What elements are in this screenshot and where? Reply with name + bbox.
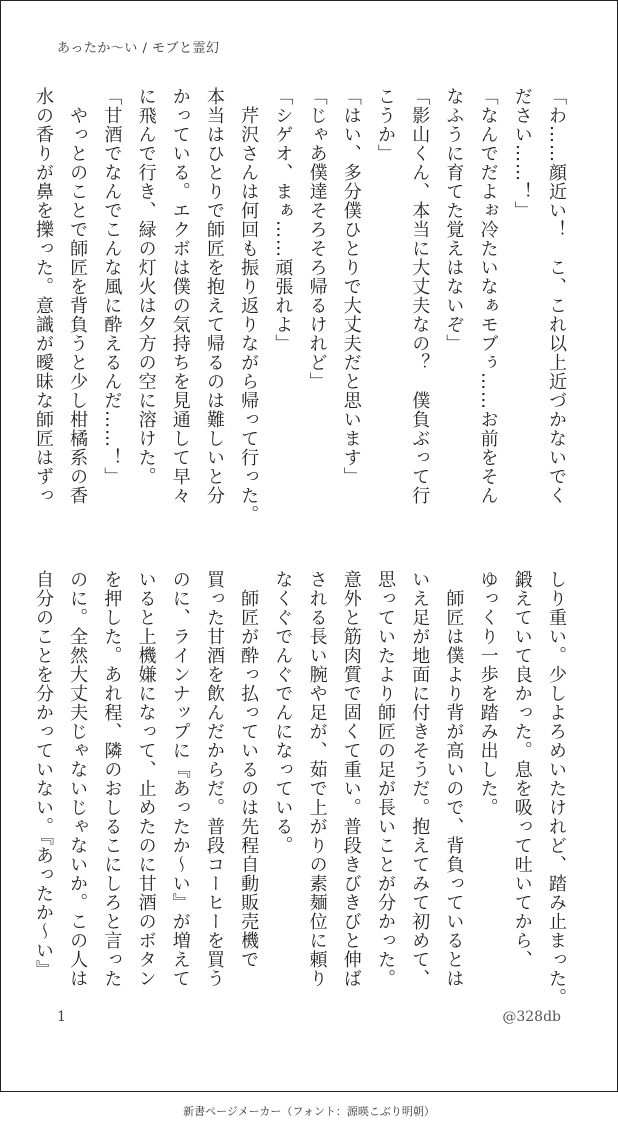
text-column: なふうに育てた覚えはないぞ」 bbox=[443, 87, 465, 353]
page-title: あったか〜い / モブと霊幻 bbox=[57, 41, 220, 56]
text-column: 「なんでだよぉ冷たいなぁモブぅ……お前をそん bbox=[477, 87, 499, 505]
text-column: 「はい、多分僕ひとりで大丈夫だと思います」 bbox=[340, 87, 362, 486]
text-column: 自分のことを分かっていない。『あったか〜い』 bbox=[32, 570, 54, 979]
text-column: 意外と筋肉質で固くて重い。普段きびきびと伸ば bbox=[340, 570, 362, 988]
text-column: やっとのことで師匠を背負うと少し柑橘系の香 bbox=[67, 87, 89, 505]
text-column: ださい……！」 bbox=[511, 87, 533, 220]
text-column: のに、ラインナップに『あったか〜い』が増えて bbox=[169, 570, 191, 988]
text-column: のに。全然大丈夫じゃないじゃないか。この人は bbox=[67, 570, 89, 988]
text-block-bottom bbox=[32, 570, 573, 1007]
text-column: 「じゃあ僕達そろそろ帰るけれど」 bbox=[306, 87, 328, 391]
text-column: 師匠が酔っ払っているのは先程自動販売機で bbox=[238, 570, 260, 969]
text-column: 思っていたより師匠の足が長いことが分かった。 bbox=[374, 570, 396, 988]
text-column: 「甘酒でなんでこんな風に酔えるんだ……！」 bbox=[101, 87, 123, 486]
text-column: 「影山くん、本当に大丈夫なの？ 僕負ぶって行 bbox=[409, 87, 431, 505]
footer-credit: 新書ページメーカー（フォント：源暎こぶり明朝） bbox=[183, 1105, 435, 1118]
text-column: 「シゲオ、まぁ……頑張れよ」 bbox=[272, 87, 294, 353]
text-column: 鍛えていて良かった。息を吸って吐いてから、 bbox=[511, 570, 533, 969]
page-number: 1 bbox=[57, 1009, 66, 1025]
text-column: 師匠は僕より背が高いので、背負っているとは bbox=[443, 570, 465, 988]
text-column: 本当はひとりで師匠を抱えて帰るのは難しいと分 bbox=[203, 87, 225, 505]
text-column: に飛んで行き、緑の灯火は夕方の空に溶けた。 bbox=[135, 87, 157, 486]
text-column: いると上機嫌になって、止めたのに甘酒のボタン bbox=[135, 570, 157, 988]
text-column: いえ足が地面に付きそうだ。抱えてみて初めて、 bbox=[409, 570, 431, 988]
text-column: 「わ……顔近い！ こ、これ以上近づかないでく bbox=[546, 87, 567, 505]
text-column: を押した。あれ程、隣のおしるこにしろと言った bbox=[101, 570, 123, 988]
text-column: なくぐでんぐでんになっている。 bbox=[272, 570, 294, 855]
text-column: こうか」 bbox=[374, 87, 396, 163]
text-column: ゆっくり一歩を踏み出した。 bbox=[477, 570, 499, 817]
text-column: される長い腕や足が、茹で上がりの素麺位に頼り bbox=[306, 570, 328, 988]
text-column: かっている。エクボは僕の気持ちを見通して早々 bbox=[169, 87, 191, 505]
text-column: しり重い。少しよろめいたけれど、踏み止まった。 bbox=[546, 570, 567, 1007]
text-column: 芹沢さんは何回も振り返りながら帰って行った。 bbox=[238, 87, 260, 524]
author-handle: @328db bbox=[502, 1009, 561, 1025]
text-column: 水の香りが鼻を擽った。意識が曖昧な師匠はずっ bbox=[32, 87, 54, 505]
text-block-top bbox=[32, 87, 573, 527]
text-column: 買った甘酒を飲んだからだ。普段コーヒーを買う bbox=[203, 570, 225, 988]
